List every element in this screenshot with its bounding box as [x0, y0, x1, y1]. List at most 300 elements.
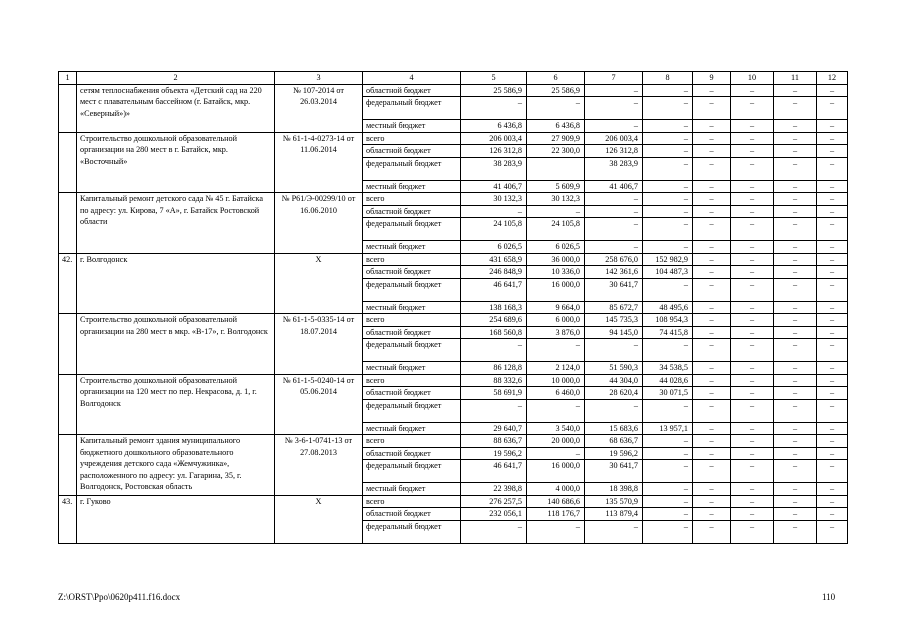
column-header: 3: [275, 72, 363, 85]
amount-cell: –: [585, 205, 643, 218]
amount-cell: 46 641,7: [461, 460, 527, 483]
amount-cell: 25 586,9: [461, 84, 527, 97]
amount-cell: –: [693, 97, 731, 120]
amount-cell: –: [731, 84, 774, 97]
amount-cell: –: [774, 483, 817, 496]
amount-cell: –: [643, 495, 693, 508]
amount-cell: –: [774, 374, 817, 387]
amount-cell: 30 132,3: [527, 193, 585, 206]
amount-cell: –: [817, 460, 848, 483]
amount-cell: –: [643, 145, 693, 158]
document-ref: № 61-1-5-0240-14 от 05.06.2014: [275, 374, 363, 435]
amount-cell: –: [643, 205, 693, 218]
amount-cell: –: [585, 218, 643, 241]
amount-cell: –: [774, 495, 817, 508]
amount-cell: –: [817, 84, 848, 97]
amount-cell: 113 879,4: [585, 508, 643, 521]
amount-cell: 19 596,2: [461, 447, 527, 460]
page-number: 110: [822, 592, 836, 602]
budget-source: областной бюджет: [363, 508, 461, 521]
amount-cell: 4 000,0: [527, 483, 585, 496]
amount-cell: 34 538,5: [643, 362, 693, 375]
amount-cell: 88 636,7: [461, 435, 527, 448]
amount-cell: 46 641,7: [461, 278, 527, 301]
budget-source: областной бюджет: [363, 387, 461, 400]
budget-source: местный бюджет: [363, 241, 461, 254]
file-path: Z:\ORST\Ppo\0620p411.f16.docx: [58, 592, 181, 602]
amount-cell: –: [774, 266, 817, 279]
amount-cell: –: [731, 435, 774, 448]
amount-cell: 145 735,3: [585, 314, 643, 327]
amount-cell: –: [817, 241, 848, 254]
budget-source: областной бюджет: [363, 145, 461, 158]
amount-cell: –: [643, 97, 693, 120]
column-header: 5: [461, 72, 527, 85]
table-row: [59, 314, 848, 327]
table-row: [59, 435, 848, 448]
amount-cell: 142 361,6: [585, 266, 643, 279]
object-name: Капитальный ремонт здания муниципального бюджетного дошкольного образовательного учреждения детского сада «Жемчужинка», расположенного по адресу: ул. Гагарина, 35, г. Волгодонск, Ростовская область: [77, 435, 275, 496]
amount-cell: –: [817, 218, 848, 241]
amount-cell: 36 000,0: [527, 253, 585, 266]
budget-source: областной бюджет: [363, 447, 461, 460]
amount-cell: –: [731, 97, 774, 120]
budget-source: местный бюджет: [363, 483, 461, 496]
amount-cell: –: [774, 339, 817, 362]
amount-cell: –: [585, 520, 643, 543]
object-name: г. Волгодонск: [77, 253, 275, 314]
amount-cell: –: [693, 314, 731, 327]
amount-cell: –: [774, 387, 817, 400]
amount-cell: 38 283,9: [461, 157, 527, 180]
amount-cell: –: [693, 193, 731, 206]
budget-source: областной бюджет: [363, 326, 461, 339]
amount-cell: 206 003,4: [461, 132, 527, 145]
amount-cell: –: [527, 97, 585, 120]
amount-cell: 29 640,7: [461, 422, 527, 435]
amount-cell: 152 982,9: [643, 253, 693, 266]
amount-cell: –: [643, 193, 693, 206]
amount-cell: 104 487,3: [643, 266, 693, 279]
amount-cell: –: [461, 205, 527, 218]
amount-cell: 276 257,5: [461, 495, 527, 508]
amount-cell: –: [585, 120, 643, 133]
amount-cell: 246 848,9: [461, 266, 527, 279]
table-row: [59, 253, 848, 266]
document-ref: № 61-1-5-0335-14 от 18.07.2014: [275, 314, 363, 375]
amount-cell: –: [643, 508, 693, 521]
budget-source: местный бюджет: [363, 301, 461, 314]
table-row: [59, 84, 848, 97]
row-number: [59, 374, 77, 435]
amount-cell: –: [731, 278, 774, 301]
amount-cell: –: [774, 120, 817, 133]
amount-cell: –: [817, 301, 848, 314]
amount-cell: –: [585, 84, 643, 97]
amount-cell: –: [817, 508, 848, 521]
amount-cell: [527, 157, 585, 180]
amount-cell: –: [774, 422, 817, 435]
amount-cell: –: [643, 132, 693, 145]
amount-cell: –: [693, 301, 731, 314]
amount-cell: 9 664,0: [527, 301, 585, 314]
amount-cell: 15 683,6: [585, 422, 643, 435]
amount-cell: –: [693, 120, 731, 133]
amount-cell: –: [527, 205, 585, 218]
object-name: Капитальный ремонт детского сада № 45 г. Батайска по адресу: ул. Кирова, 7 «А», г. Батайск Ростовской области: [77, 193, 275, 254]
amount-cell: –: [643, 84, 693, 97]
amount-cell: –: [817, 435, 848, 448]
amount-cell: 41 406,7: [585, 180, 643, 193]
amount-cell: –: [731, 314, 774, 327]
amount-cell: –: [731, 326, 774, 339]
amount-cell: –: [585, 193, 643, 206]
amount-cell: 41 406,7: [461, 180, 527, 193]
amount-cell: –: [731, 483, 774, 496]
amount-cell: 94 145,0: [585, 326, 643, 339]
amount-cell: 6 460,0: [527, 387, 585, 400]
table-body: [59, 72, 848, 544]
amount-cell: –: [817, 399, 848, 422]
amount-cell: –: [693, 218, 731, 241]
amount-cell: –: [643, 180, 693, 193]
amount-cell: 24 105,8: [527, 218, 585, 241]
amount-cell: 22 300,0: [527, 145, 585, 158]
amount-cell: –: [693, 266, 731, 279]
column-header: 7: [585, 72, 643, 85]
budget-source: всего: [363, 314, 461, 327]
amount-cell: –: [817, 422, 848, 435]
amount-cell: 27 909,9: [527, 132, 585, 145]
column-header: 6: [527, 72, 585, 85]
amount-cell: –: [774, 508, 817, 521]
amount-cell: 30 071,5: [643, 387, 693, 400]
amount-cell: –: [731, 193, 774, 206]
document-ref: Х: [275, 253, 363, 314]
amount-cell: 48 495,6: [643, 301, 693, 314]
amount-cell: –: [774, 278, 817, 301]
amount-cell: –: [774, 326, 817, 339]
amount-cell: 10 336,0: [527, 266, 585, 279]
budget-source: федеральный бюджет: [363, 520, 461, 543]
amount-cell: –: [527, 520, 585, 543]
document-ref: № 107-2014 от 26.03.2014: [275, 84, 363, 132]
amount-cell: 74 415,8: [643, 326, 693, 339]
amount-cell: –: [643, 435, 693, 448]
amount-cell: –: [585, 97, 643, 120]
amount-cell: –: [643, 460, 693, 483]
amount-cell: –: [731, 145, 774, 158]
amount-cell: –: [693, 399, 731, 422]
amount-cell: 88 332,6: [461, 374, 527, 387]
amount-cell: 431 658,9: [461, 253, 527, 266]
amount-cell: –: [731, 253, 774, 266]
budget-source: всего: [363, 132, 461, 145]
amount-cell: –: [731, 266, 774, 279]
amount-cell: –: [585, 339, 643, 362]
table-row: [59, 132, 848, 145]
amount-cell: –: [731, 120, 774, 133]
amount-cell: 232 056,1: [461, 508, 527, 521]
amount-cell: –: [731, 460, 774, 483]
amount-cell: 86 128,8: [461, 362, 527, 375]
amount-cell: –: [774, 157, 817, 180]
table-row: [59, 495, 848, 508]
amount-cell: –: [731, 495, 774, 508]
amount-cell: –: [817, 145, 848, 158]
amount-cell: –: [693, 241, 731, 254]
object-name: Строительство дошкольной образовательной организации на 280 мест в г. Батайск, мкр. «Восточный»: [77, 132, 275, 193]
amount-cell: –: [731, 374, 774, 387]
row-number: [59, 132, 77, 193]
amount-cell: –: [731, 362, 774, 375]
amount-cell: –: [731, 205, 774, 218]
amount-cell: –: [693, 180, 731, 193]
amount-cell: –: [774, 193, 817, 206]
column-header: 11: [774, 72, 817, 85]
budget-source: местный бюджет: [363, 180, 461, 193]
row-number: [59, 193, 77, 254]
amount-cell: –: [461, 339, 527, 362]
amount-cell: –: [774, 314, 817, 327]
amount-cell: –: [817, 362, 848, 375]
amount-cell: –: [817, 97, 848, 120]
amount-cell: –: [731, 508, 774, 521]
amount-cell: –: [731, 399, 774, 422]
amount-cell: 108 954,3: [643, 314, 693, 327]
amount-cell: –: [774, 132, 817, 145]
amount-cell: –: [461, 399, 527, 422]
column-header: 9: [693, 72, 731, 85]
amount-cell: –: [731, 520, 774, 543]
amount-cell: –: [774, 362, 817, 375]
object-name: Строительство дошкольной образовательной организации на 280 мест в мкр. «В-17», г. Волгодонск: [77, 314, 275, 375]
amount-cell: –: [585, 241, 643, 254]
amount-cell: –: [817, 180, 848, 193]
table-row: [59, 193, 848, 206]
amount-cell: 206 003,4: [585, 132, 643, 145]
amount-cell: –: [693, 205, 731, 218]
amount-cell: –: [817, 157, 848, 180]
amount-cell: –: [585, 399, 643, 422]
amount-cell: 6 000,0: [527, 314, 585, 327]
amount-cell: 19 596,2: [585, 447, 643, 460]
amount-cell: –: [693, 278, 731, 301]
budget-table: [58, 71, 848, 544]
amount-cell: –: [817, 520, 848, 543]
amount-cell: –: [774, 97, 817, 120]
amount-cell: 22 398,8: [461, 483, 527, 496]
amount-cell: 16 000,0: [527, 278, 585, 301]
amount-cell: 3 540,0: [527, 422, 585, 435]
budget-source: федеральный бюджет: [363, 157, 461, 180]
amount-cell: –: [774, 241, 817, 254]
amount-cell: –: [527, 447, 585, 460]
amount-cell: 38 283,9: [585, 157, 643, 180]
header-row: [59, 72, 848, 85]
amount-cell: –: [817, 387, 848, 400]
budget-source: федеральный бюджет: [363, 218, 461, 241]
amount-cell: 24 105,8: [461, 218, 527, 241]
amount-cell: –: [774, 520, 817, 543]
amount-cell: –: [693, 520, 731, 543]
amount-cell: 6 026,5: [527, 241, 585, 254]
amount-cell: 118 176,7: [527, 508, 585, 521]
amount-cell: 13 957,1: [643, 422, 693, 435]
amount-cell: –: [693, 339, 731, 362]
amount-cell: –: [693, 508, 731, 521]
amount-cell: –: [774, 301, 817, 314]
amount-cell: –: [643, 241, 693, 254]
amount-cell: –: [693, 145, 731, 158]
amount-cell: 126 312,8: [585, 145, 643, 158]
document-ref: № Р61/Э-00299/10 от 16.06.2010: [275, 193, 363, 254]
document-ref: № 3-6-1-0741-13 от 27.08.2013: [275, 435, 363, 496]
object-name: сетям теплоснабжения объекта «Детский сад на 220 мест с плавательным бассейном (г. Батайск, мкр. «Северный»)»: [77, 84, 275, 132]
column-header: 8: [643, 72, 693, 85]
amount-cell: –: [731, 180, 774, 193]
amount-cell: –: [643, 483, 693, 496]
amount-cell: 6 436,8: [527, 120, 585, 133]
budget-source: местный бюджет: [363, 120, 461, 133]
amount-cell: –: [731, 447, 774, 460]
column-header: 4: [363, 72, 461, 85]
amount-cell: –: [817, 132, 848, 145]
amount-cell: –: [817, 266, 848, 279]
amount-cell: –: [731, 339, 774, 362]
amount-cell: 5 609,9: [527, 180, 585, 193]
amount-cell: –: [731, 387, 774, 400]
amount-cell: –: [461, 97, 527, 120]
budget-source: федеральный бюджет: [363, 460, 461, 483]
column-header: 2: [77, 72, 275, 85]
budget-source: местный бюджет: [363, 422, 461, 435]
amount-cell: –: [817, 495, 848, 508]
amount-cell: –: [774, 399, 817, 422]
amount-cell: –: [731, 301, 774, 314]
amount-cell: –: [774, 447, 817, 460]
amount-cell: 30 641,7: [585, 278, 643, 301]
amount-cell: –: [817, 205, 848, 218]
amount-cell: –: [774, 205, 817, 218]
amount-cell: –: [731, 422, 774, 435]
amount-cell: –: [693, 326, 731, 339]
column-header: 10: [731, 72, 774, 85]
budget-source: областной бюджет: [363, 266, 461, 279]
amount-cell: 58 691,9: [461, 387, 527, 400]
amount-cell: 18 398,8: [585, 483, 643, 496]
column-header: 1: [59, 72, 77, 85]
budget-source: областной бюджет: [363, 205, 461, 218]
document-ref: Х: [275, 495, 363, 543]
amount-cell: –: [693, 422, 731, 435]
amount-cell: –: [643, 278, 693, 301]
amount-cell: 25 586,9: [527, 84, 585, 97]
amount-cell: –: [774, 180, 817, 193]
amount-cell: –: [817, 326, 848, 339]
budget-source: всего: [363, 435, 461, 448]
budget-source: областной бюджет: [363, 84, 461, 97]
amount-cell: –: [817, 278, 848, 301]
amount-cell: –: [693, 435, 731, 448]
amount-cell: 85 672,7: [585, 301, 643, 314]
amount-cell: 6 026,5: [461, 241, 527, 254]
amount-cell: –: [527, 339, 585, 362]
amount-cell: 2 124,0: [527, 362, 585, 375]
object-name: Строительство дошкольной образовательной организации на 120 мест по пер. Некрасова, д. 1, г. Волгодонск: [77, 374, 275, 435]
amount-cell: 28 620,4: [585, 387, 643, 400]
amount-cell: 138 168,3: [461, 301, 527, 314]
amount-cell: –: [731, 218, 774, 241]
amount-cell: –: [774, 84, 817, 97]
budget-source: всего: [363, 253, 461, 266]
amount-cell: –: [817, 339, 848, 362]
table-row: [59, 374, 848, 387]
amount-cell: 68 636,7: [585, 435, 643, 448]
amount-cell: –: [527, 399, 585, 422]
amount-cell: –: [731, 157, 774, 180]
amount-cell: 16 000,0: [527, 460, 585, 483]
amount-cell: –: [643, 339, 693, 362]
amount-cell: –: [774, 460, 817, 483]
amount-cell: 10 000,0: [527, 374, 585, 387]
amount-cell: –: [731, 241, 774, 254]
amount-cell: –: [643, 447, 693, 460]
budget-source: всего: [363, 374, 461, 387]
document-ref: № 61-1-4-0273-14 от 11.06.2014: [275, 132, 363, 193]
budget-source: всего: [363, 495, 461, 508]
amount-cell: –: [643, 218, 693, 241]
column-header: 12: [817, 72, 848, 85]
amount-cell: –: [693, 483, 731, 496]
amount-cell: –: [693, 447, 731, 460]
amount-cell: –: [693, 132, 731, 145]
amount-cell: –: [817, 193, 848, 206]
amount-cell: –: [817, 374, 848, 387]
amount-cell: 44 304,0: [585, 374, 643, 387]
amount-cell: –: [693, 253, 731, 266]
amount-cell: –: [643, 520, 693, 543]
amount-cell: –: [731, 132, 774, 145]
amount-cell: 135 570,9: [585, 495, 643, 508]
amount-cell: –: [693, 374, 731, 387]
amount-cell: 6 436,8: [461, 120, 527, 133]
amount-cell: –: [817, 253, 848, 266]
amount-cell: –: [774, 218, 817, 241]
amount-cell: –: [693, 157, 731, 180]
amount-cell: –: [693, 495, 731, 508]
amount-cell: –: [817, 314, 848, 327]
amount-cell: –: [774, 435, 817, 448]
amount-cell: 44 028,6: [643, 374, 693, 387]
budget-source: всего: [363, 193, 461, 206]
amount-cell: –: [817, 483, 848, 496]
budget-source: федеральный бюджет: [363, 278, 461, 301]
budget-source: федеральный бюджет: [363, 339, 461, 362]
amount-cell: 168 560,8: [461, 326, 527, 339]
amount-cell: 3 876,0: [527, 326, 585, 339]
amount-cell: –: [643, 399, 693, 422]
amount-cell: –: [643, 120, 693, 133]
row-number: 42.: [59, 253, 77, 314]
object-name: г. Гуково: [77, 495, 275, 543]
row-number: [59, 84, 77, 132]
amount-cell: –: [693, 84, 731, 97]
amount-cell: 51 590,3: [585, 362, 643, 375]
amount-cell: –: [693, 387, 731, 400]
amount-cell: –: [774, 253, 817, 266]
amount-cell: 20 000,0: [527, 435, 585, 448]
